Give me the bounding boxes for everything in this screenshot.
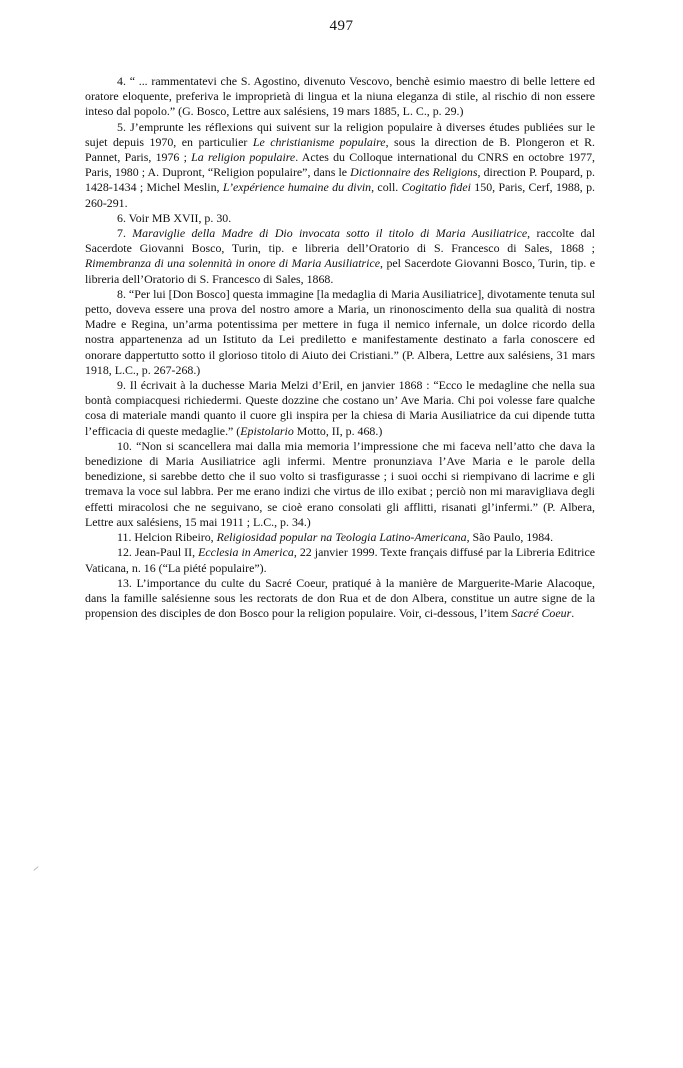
note-text: , 22 janvier 1999. Texte français diffusé par la Libreria Editrice Vaticana, n. 16 (“La piété populaire”).	[85, 545, 596, 575]
italic-title: La religion populaire	[191, 150, 296, 165]
page-number: 497	[329, 18, 354, 34]
note-text: , coll.	[371, 180, 402, 195]
note-text: 7.	[117, 226, 133, 241]
note-text: 10. “Non si scancellera mai dalla mia memoria l’impressione che mi faceva nell’atto che dava la benedizione di Maria Ausiliatrice agli infermi. Mentre pronunziava l’Ave Maria e le parole della benedizione, si sarebbe detto che il suo volto si trasfigurasse ; i suoi occhi si riempivano di lacrime e gli tremava la voce sul labbra. Per me erano indizi che virtus de illo exibat ; perciò non mi maravigliava degli effetti miracolosi che ne seguivano, se cioè erano consolati gli afflitti, risanati gl’infermi.” (P. Albera, Lettre aux salésiens, 15 mai 1911 ; L.C., p. 34.)	[85, 438, 595, 529]
note-text: , raccolte dal Sacerdote Giovanni Bosco, Turin, tip. e libreria dell’Oratorio di S. Francesco di Sales, 1868 ;	[85, 226, 596, 256]
footnote-10	[85, 439, 595, 530]
footnote-13	[85, 576, 595, 622]
note-text: , direction P. Poupard, p. 1428-1434 ; Michel Meslin,	[85, 165, 595, 195]
note-text: 5. J’emprunte les réflexions qui suivent sur la religion populaire à diverses études publiées sur le sujet depuis 1970, en particulier	[85, 119, 595, 149]
footnote-4	[85, 74, 595, 120]
note-text: 6. Voir MB XVII, p. 30.	[117, 210, 232, 225]
footnote-9	[85, 378, 595, 439]
note-text: Motto, II, p. 468.)	[293, 423, 383, 438]
italic-title: Maraviglie della Madre di Dio invocata sotto il titolo di Maria Ausiliatrice	[132, 226, 528, 241]
italic-title: Rimembranza di una solennità in onore di Maria Ausiliatrice	[85, 256, 381, 271]
footnote-12	[85, 545, 595, 575]
italic-title: Religiosidad popular na Teologia Latino-Americana	[216, 530, 467, 545]
note-text: . Actes du Colloque international du CNRS en octobre 1977, Paris, 1980 ; A. Dupront, “Religion populaire”, dans le	[85, 150, 595, 180]
scan-mark	[33, 866, 38, 871]
italic-title: L’expérience humaine du divin	[222, 180, 372, 195]
note-text: .	[571, 606, 575, 621]
footnote-5	[85, 120, 595, 211]
note-text: 9. Il écrivait à la duchesse Maria Melzi d’Eril, en janvier 1868 : “Ecco le medagline che nella sua bontà compiacquesi richiedermi. Queste dozzine che costano un’ Ave Maria. Chi poi volesse fare qualche cosa di materiale mandi quanto il cuore gli inspira per la chiesa di Maria Ausiliatrice da cui dipende tutta l’efficacia di queste medaglie.” (	[85, 378, 595, 438]
footnote-8	[85, 287, 595, 378]
footnote-11	[85, 530, 595, 545]
italic-title: Sacré Coeur	[511, 606, 572, 621]
italic-title: Dictionnaire des Religions	[350, 165, 478, 180]
note-text: , pel Sacerdote Giovanni Bosco, Turin, tip. e libreria dell’Oratorio di S. Francesco di Sales, 1868.	[85, 256, 596, 286]
note-text: 11. Helcion Ribeiro,	[117, 530, 217, 545]
footnote-6	[85, 211, 595, 226]
note-text: 12. Jean-Paul II,	[117, 545, 199, 560]
note-text: 4. “ ... rammentatevi che S. Agostino, divenuto Vescovo, benchè esimio maestro di belle lettere ed oratore eloquente, preferiva le improprietà di lingua et la niuna eleganza di stile, al rischio di non essere inteso dal popolo.” (G. Bosco, Lettre aux salésiens, 19 mars 1885, L. C., p. 29.)	[85, 74, 595, 119]
italic-title: Cogitatio fidei	[401, 180, 471, 195]
footnotes-list	[85, 74, 595, 621]
note-text: , São Paulo, 1984.	[466, 530, 554, 545]
footnote-7	[85, 226, 595, 287]
note-text: , sous la direction de B. Plongeron et R. Pannet, Paris, 1976 ;	[85, 134, 596, 165]
note-text: 13. L’importance du culte du Sacré Coeur, pratiqué à la manière de Marguerite-Marie Alacoque, dans la famille salésienne sous les rectorats de don Rua et de don Albera, constitue un autre signe de la propension des disciples de don Bosco pour la religion populaire. Voir, ci-dessous, l’item	[85, 575, 595, 621]
italic-title: Epistolario	[240, 423, 294, 438]
italic-title: Le christianisme populaire	[252, 134, 386, 149]
note-text: 8. “Per lui [Don Bosco] questa immagine [la medaglia di Maria Ausiliatrice], divotamente tenuta sul petto, doveva essere una prova del nostro amore a Maria, un rinonoscimento della sua qualità di nostra Madre e Regina, un’arma potentissima per mettere in fuga il nemico infernale, un dolce ricordo della nostra appartenenza ad un Istituto da Lei prediletto e manifestamente destinato a farla conoscere ed onorare dappertutto sotto il glorioso titolo di Aiuto dei Cristiani.” (P. Albera, Lettre aux salésiens, 31 mars 1918, L.C., p. 267-268.)	[85, 286, 595, 377]
italic-title: Ecclesia in America	[198, 545, 294, 560]
note-text: 150, Paris, Cerf, 1988, p. 260-291.	[85, 180, 595, 210]
